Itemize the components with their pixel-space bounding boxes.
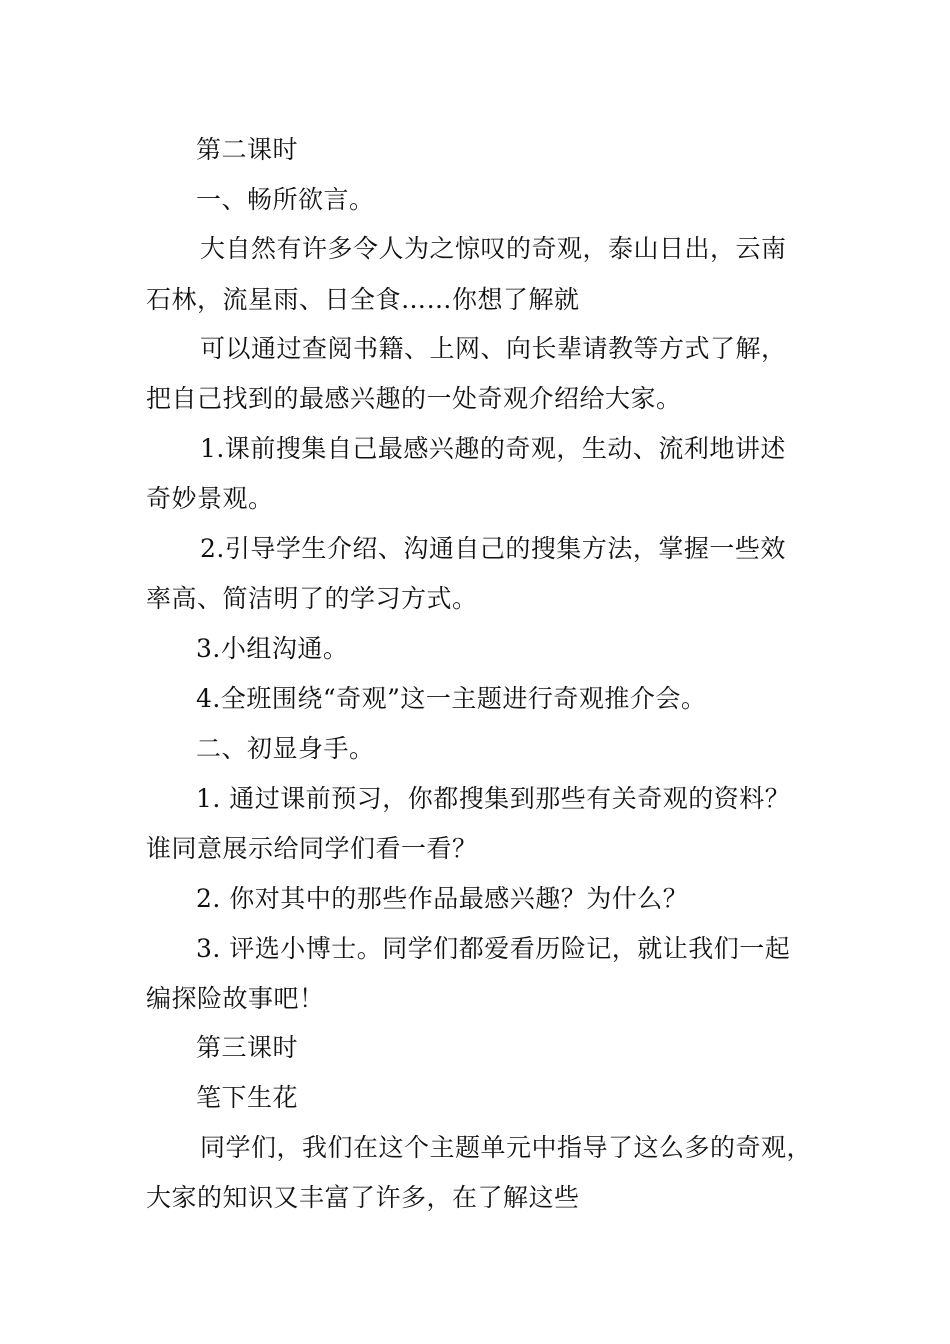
list-item-line: 2.引导学生介绍、沟通自己的搜集方法，掌握一些效 <box>200 534 786 563</box>
list-item-line: 3.小组沟通。 <box>196 634 349 663</box>
list-item-line: 率高、简洁明了的学习方式。 <box>146 584 478 613</box>
paragraph-line: 可以通过查阅书籍、上网、向长辈请教等方式了解， <box>200 334 787 363</box>
subsection-heading: 笔下生花 <box>196 1083 299 1112</box>
list-item-line: 2. 你对其中的那些作品最感兴趣？为什么？ <box>196 884 689 913</box>
list-item-line: 奇妙景观。 <box>146 484 274 513</box>
list-item-line: 3. 评选小博士。同学们都爱看历险记，就让我们一起 <box>196 934 791 963</box>
paragraph-line: 把自己找到的最感兴趣的一处奇观介绍给大家。 <box>146 384 682 413</box>
paragraph-line: 大家的知识又丰富了许多，在了解这些 <box>146 1183 580 1212</box>
subsection-heading: 二、初显身手。 <box>196 734 375 763</box>
list-item-line: 谁同意展示给同学们看一看？ <box>146 834 478 863</box>
section-heading: 第三课时 <box>196 1033 299 1062</box>
section-heading: 第二课时 <box>196 135 299 164</box>
list-item-line: 4.全班围绕“奇观”这一主题进行奇观推介会。 <box>196 684 707 713</box>
paragraph-line: 同学们，我们在这个主题单元中指导了这么多的奇观， <box>200 1133 813 1162</box>
list-item-line: 编探险故事吧！ <box>146 984 325 1013</box>
list-item-line: 1.课前搜集自己最感兴趣的奇观，生动、流利地讲述 <box>200 434 786 463</box>
paragraph-line: 大自然有许多令人为之惊叹的奇观，泰山日出，云南 <box>200 234 787 263</box>
paragraph-line: 石林，流星雨、日全食……你想了解就 <box>146 285 580 314</box>
subsection-heading: 一、畅所欲言。 <box>196 185 375 214</box>
list-item-line: 1. 通过课前预习，你都搜集到那些有关奇观的资料？ <box>196 784 791 813</box>
